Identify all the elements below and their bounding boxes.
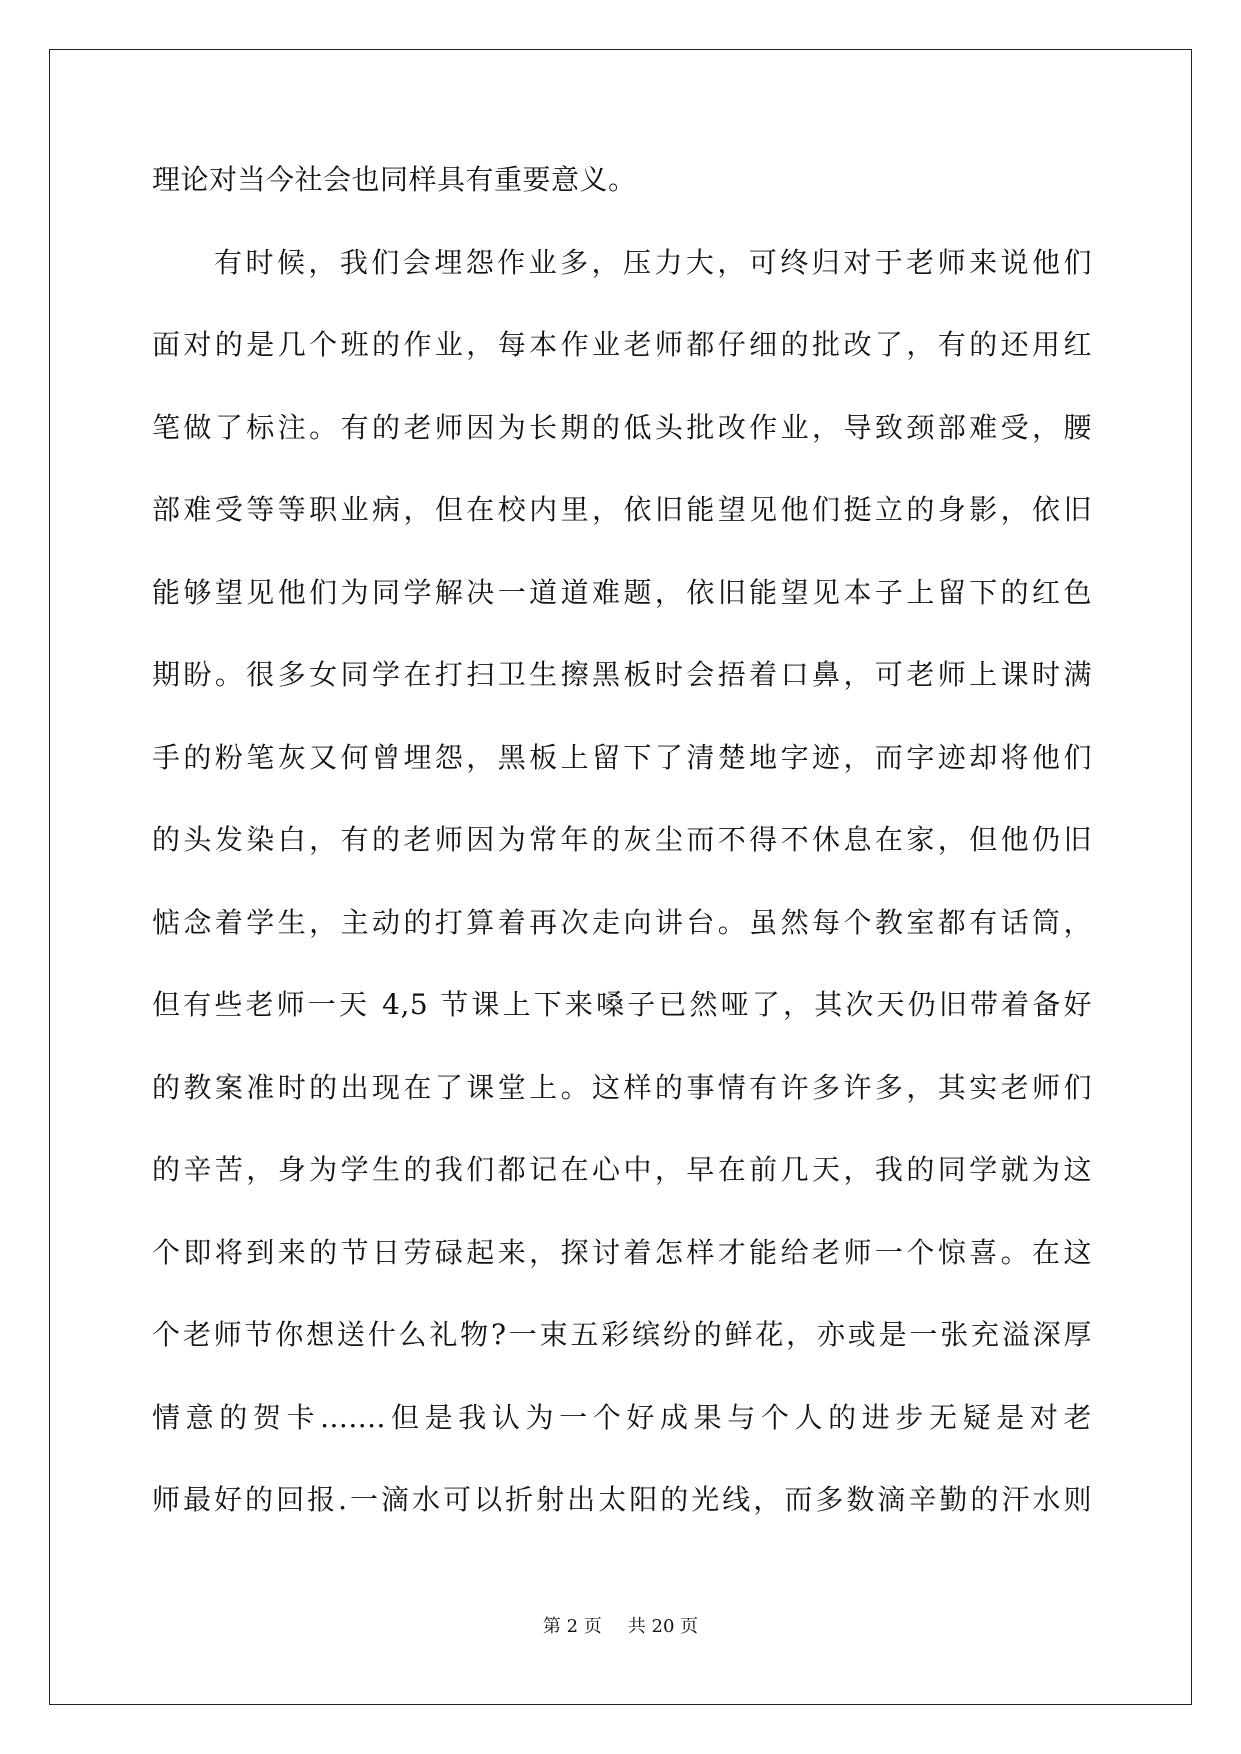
- body-line-6: 能够望见他们为同学解决一道道难题，依旧能望见本子上留下的红色: [152, 575, 1092, 609]
- body-line-1: 理论对当今社会也同样具有重要意义。: [152, 163, 637, 196]
- page-total: 共 20 页: [627, 1616, 699, 1637]
- body-line-17: 师最好的回报.一滴水可以折射出太阳的光线，而多数滴辛勤的汗水则: [152, 1483, 1092, 1516]
- body-line-4: 笔做了标注。有的老师因为长期的低头批改作业，导致颈部难受，腰: [152, 410, 1092, 444]
- body-line-11: 但有些老师一天 4,5 节课上下来嗓子已然哑了，其次天仍旧带着备好: [152, 988, 1092, 1021]
- body-line-16: 情意的贺卡.......但是我认为一个好成果与个人的进步无疑是对老: [152, 1400, 1092, 1434]
- body-line-9: 的头发染白，有的老师因为常年的灰尘而不得不休息在家，但他仍旧: [152, 823, 1092, 856]
- body-line-14: 个即将到来的节日劳碌起来，探讨着怎样才能给老师一个惊喜。在这: [152, 1235, 1092, 1269]
- body-line-2: 有时候，我们会埋怨作业多，压力大，可终归对于老师来说他们: [214, 245, 1092, 279]
- page-number: 第 2 页: [542, 1616, 602, 1637]
- body-line-7: 期盼。很多女同学在打扫卫生擦黑板时会捂着口鼻，可老师上课时满: [152, 658, 1092, 691]
- page-footer: [0, 1612, 1241, 1638]
- body-line-8: 手的粉笔灰又何曾埋怨，黑板上留下了清楚地字迹，而字迹却将他们: [152, 740, 1092, 774]
- body-line-3: 面对的是几个班的作业，每本作业老师都仔细的批改了，有的还用红: [152, 328, 1092, 361]
- body-line-10: 惦念着学生，主动的打算着再次走向讲台。虽然每个教室都有话筒，: [152, 905, 1092, 939]
- body-line-5: 部难受等等职业病，但在校内里，依旧能望见他们挺立的身影，依旧: [152, 493, 1092, 526]
- body-line-12: 的教案准时的出现在了课堂上。这样的事情有许多许多，其实老师们: [152, 1070, 1092, 1104]
- body-line-15: 个老师节你想送什么礼物?一束五彩缤纷的鲜花，亦或是一张充溢深厚: [152, 1318, 1092, 1351]
- body-line-13: 的辛苦，身为学生的我们都记在心中，早在前几天，我的同学就为这: [152, 1153, 1092, 1186]
- document-body: [152, 160, 1092, 1563]
